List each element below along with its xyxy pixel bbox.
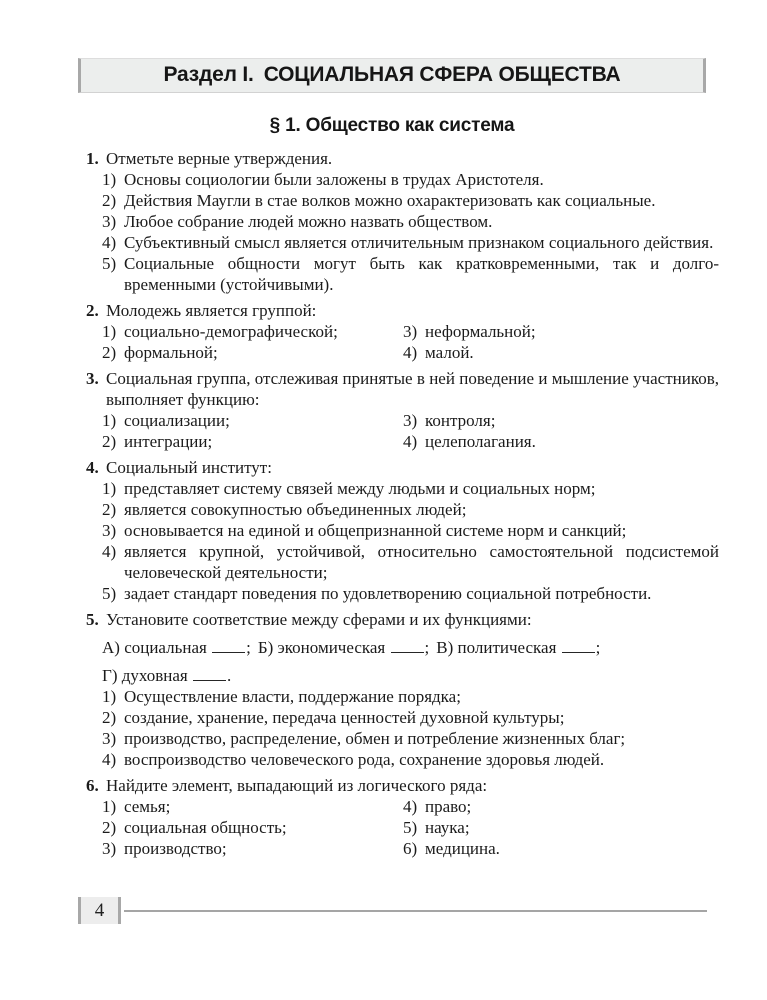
option: 1) социально-демографической; xyxy=(102,322,338,341)
option: 3) Любое собрание людей можно назвать обществом. xyxy=(102,212,493,231)
option-number: 1) xyxy=(102,322,117,341)
page-footer xyxy=(78,897,707,924)
question-number: 2. xyxy=(86,301,99,320)
footer-right-bar xyxy=(118,897,121,924)
option-number: 4) xyxy=(403,343,418,362)
match-line-1 xyxy=(102,637,719,658)
option-number: 5) xyxy=(102,254,117,273)
footer-rule xyxy=(124,910,707,912)
option: 1) Основы социологии были заложены в трудах Аристотеля. xyxy=(102,170,544,189)
question-text: 4. Социальный институт: xyxy=(86,458,272,477)
section-banner-label: Раздел I. xyxy=(163,63,254,86)
section-banner xyxy=(78,58,706,93)
option: 2) является совокупностью объединенных людей; xyxy=(102,500,467,519)
options-list xyxy=(102,169,719,295)
question-text: 5. Установите соответствие между сферами и их функциями: xyxy=(86,610,532,629)
option: 1) представляет систему связей между людьми и социальных норм; xyxy=(102,479,596,498)
option-number: 2) xyxy=(102,500,117,519)
option-number: 4) xyxy=(102,233,117,252)
match-item: А) социальная ; xyxy=(102,638,251,657)
option: 4) право; xyxy=(403,797,472,816)
option: 4) воспроизводство человеческого рода, сохранение здоровья людей. xyxy=(102,750,605,769)
option: 4) является крупной, устойчивой, относительно самостоятельной подсистемой человеческой деятельности; xyxy=(102,542,719,582)
question-1 xyxy=(86,148,719,295)
option-number: 3) xyxy=(403,322,418,341)
option: 2) создание, хранение, передача ценностей духовной культуры; xyxy=(102,708,565,727)
option-number: 5) xyxy=(102,584,117,603)
question-6 xyxy=(86,775,719,859)
question-number: 4. xyxy=(86,458,99,477)
options-two-col xyxy=(102,410,719,452)
option: 5) задает стандарт поведения по удовлетворению социальной потребности. xyxy=(102,584,652,603)
question-text: 2. Молодежь является группой: xyxy=(86,301,317,320)
options-list xyxy=(102,686,719,770)
answer-blank xyxy=(212,649,245,653)
option-number: 3) xyxy=(102,521,117,540)
option-number: 4) xyxy=(102,750,117,769)
option: 3) производство, распределение, обмен и потребление жизненных благ; xyxy=(102,729,626,748)
option: 2) интеграции; xyxy=(102,432,213,451)
options-two-col xyxy=(102,796,719,859)
option-number: 1) xyxy=(102,687,117,706)
question-text: 3. Социальная группа, отслеживая принятые в ней поведение и мышление участников, выполняет функцию: xyxy=(86,369,719,409)
question-number: 6. xyxy=(86,776,99,795)
option: 5) Социальные общности могут быть как кратковременными, так и долговременными (устойчивыми). xyxy=(102,254,719,294)
option: 4) малой. xyxy=(403,343,474,362)
option-number: 2) xyxy=(102,191,117,210)
page-number: 4 xyxy=(81,897,118,924)
section-banner-title: СОЦИАЛЬНАЯ СФЕРА ОБЩЕСТВА xyxy=(263,63,621,86)
option: 3) контроля; xyxy=(403,411,496,430)
option: 5) наука; xyxy=(403,818,470,837)
option: 1) семья; xyxy=(102,797,171,816)
option-number: 5) xyxy=(403,818,418,837)
answer-blank xyxy=(391,649,424,653)
option: 4) Субъективный смысл является отличительным признаком социального действия. xyxy=(102,233,714,252)
option-number: 4) xyxy=(102,542,117,561)
option-number: 4) xyxy=(403,797,418,816)
match-line-2 xyxy=(102,665,719,686)
option: 1) Осуществление власти, поддержание порядка; xyxy=(102,687,461,706)
option: 4) целеполагания. xyxy=(403,432,536,451)
option: 2) Действия Маугли в стае волков можно охарактеризовать как социальные. xyxy=(102,191,656,210)
option-number: 3) xyxy=(403,411,418,430)
option-number: 2) xyxy=(102,432,117,451)
question-4 xyxy=(86,457,719,604)
option-number: 1) xyxy=(102,797,117,816)
option-number: 2) xyxy=(102,818,117,837)
option-number: 1) xyxy=(102,411,117,430)
question-text: 6. Найдите элемент, выпадающий из логического ряда: xyxy=(86,776,488,795)
question-5 xyxy=(86,609,719,770)
option-number: 4) xyxy=(403,432,418,451)
match-item: Б) экономическая ; xyxy=(257,638,430,657)
question-text: 1. Отметьте верные утверждения. xyxy=(86,149,333,168)
match-item: В) политическая ; xyxy=(436,638,601,657)
answer-blank xyxy=(193,677,226,681)
option: 3) основывается на единой и общепризнанной системе норм и санкций; xyxy=(102,521,627,540)
option-number: 3) xyxy=(102,839,117,858)
option-number: 6) xyxy=(403,839,418,858)
option-number: 2) xyxy=(102,708,117,727)
option-number: 1) xyxy=(102,479,117,498)
option-number: 1) xyxy=(102,170,117,189)
question-2 xyxy=(86,300,719,363)
match-item: Г) духовная . xyxy=(102,666,232,685)
options-two-col xyxy=(102,321,719,363)
option: 2) социальная общность; xyxy=(102,818,287,837)
option-number: 3) xyxy=(102,729,117,748)
option: 2) формальной; xyxy=(102,343,218,362)
answer-blank xyxy=(562,649,595,653)
option: 1) социализации; xyxy=(102,411,230,430)
options-list xyxy=(102,478,719,604)
option: 3) неформальной; xyxy=(403,322,536,341)
question-number: 3. xyxy=(86,369,99,388)
question-3 xyxy=(86,368,719,452)
option-number: 3) xyxy=(102,212,117,231)
question-number: 5. xyxy=(86,610,99,629)
option: 3) производство; xyxy=(102,839,227,858)
questions-area xyxy=(86,148,719,859)
option: 6) медицина. xyxy=(403,839,500,858)
option-number: 2) xyxy=(102,343,117,362)
question-number: 1. xyxy=(86,149,99,168)
paragraph-title: § 1. Общество как система xyxy=(269,115,515,136)
